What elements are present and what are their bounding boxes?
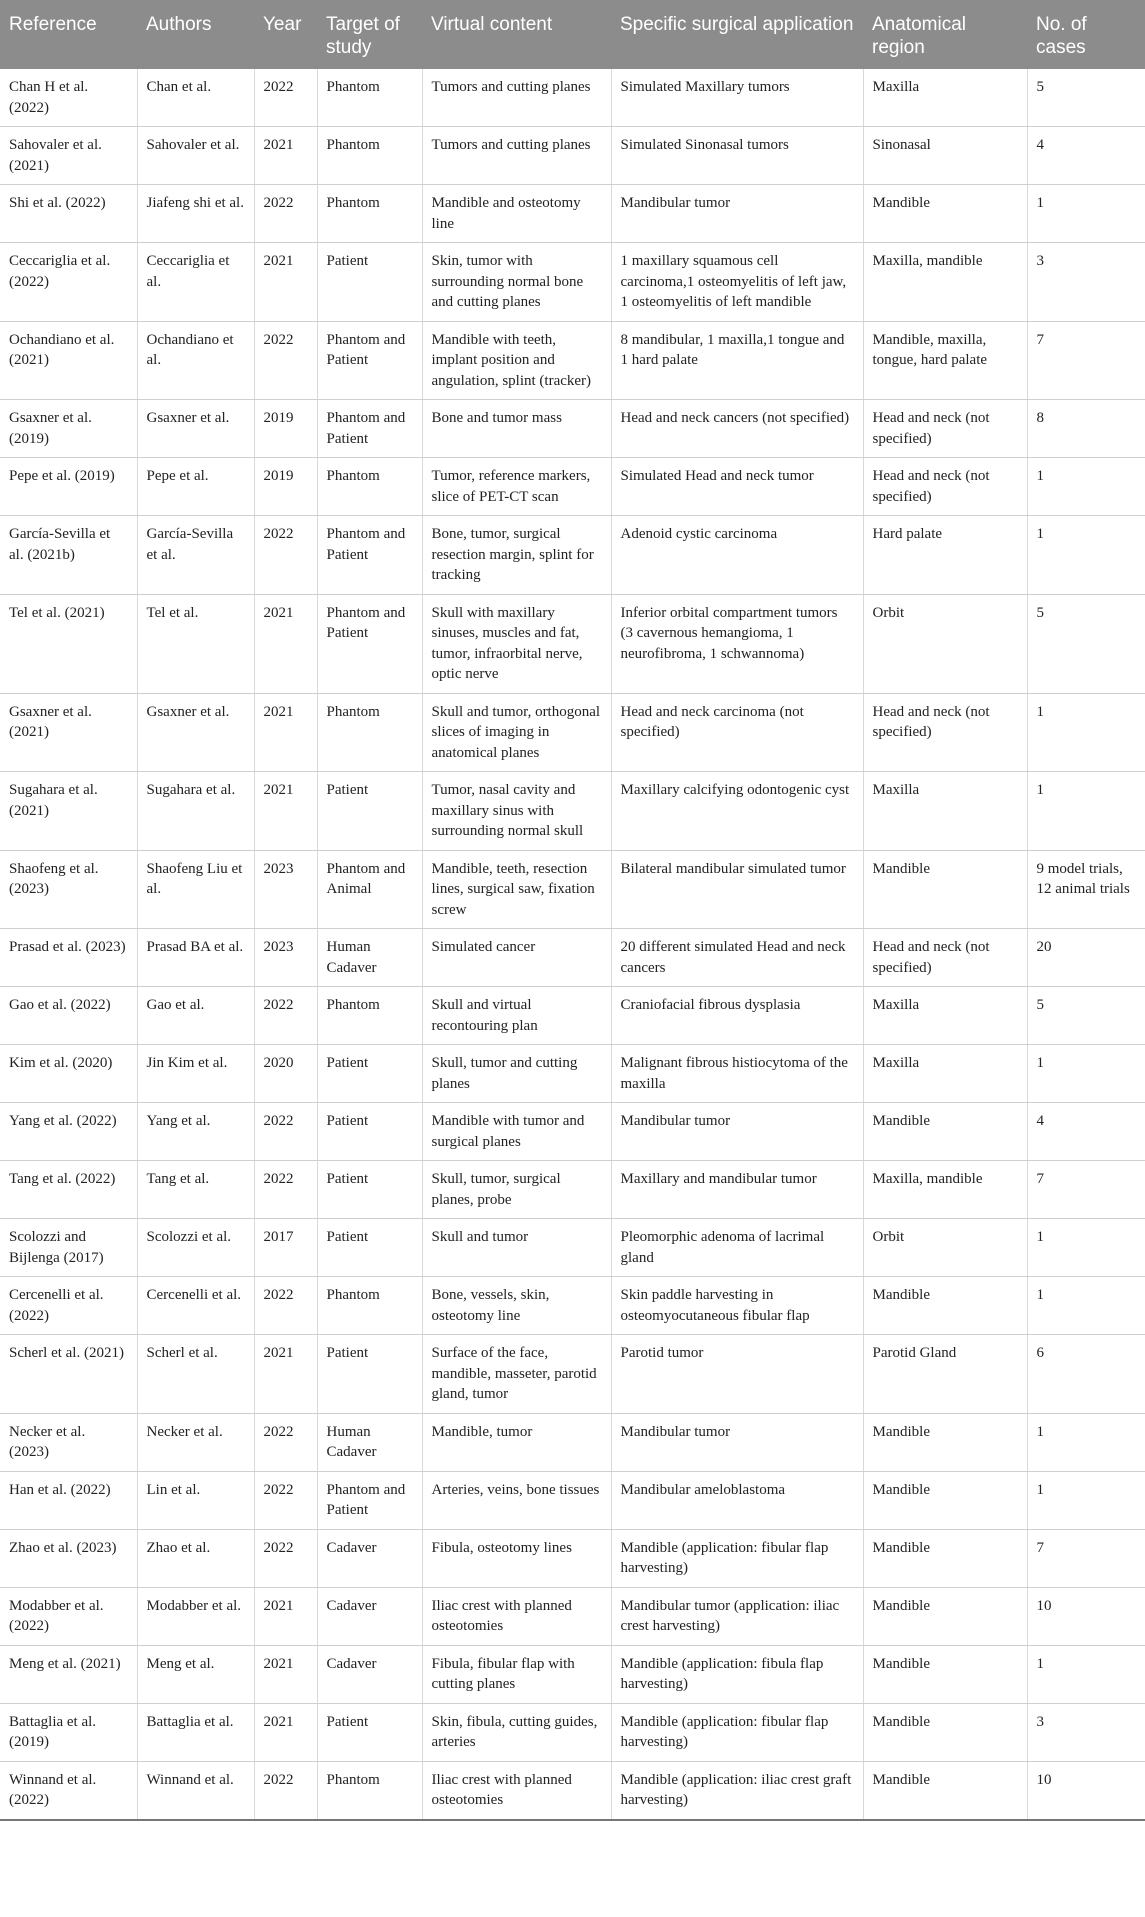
cell-reference: Necker et al. (2023) xyxy=(0,1413,137,1471)
cell-virtual-content: Iliac crest with planned osteotomies xyxy=(422,1587,611,1645)
cell-surgical-application: Simulated Sinonasal tumors xyxy=(611,127,863,185)
cell-virtual-content: Mandible with teeth, implant position and angulation, splint (tracker) xyxy=(422,321,611,400)
cell-target-of-study: Patient xyxy=(317,1219,422,1277)
cell-virtual-content: Skull and tumor xyxy=(422,1219,611,1277)
cell-authors: Sahovaler et al. xyxy=(137,127,254,185)
cell-target-of-study: Patient xyxy=(317,1703,422,1761)
cell-target-of-study: Phantom and Patient xyxy=(317,321,422,400)
cell-no-of-cases: 6 xyxy=(1027,1335,1145,1414)
cell-anatomical-region: Maxilla xyxy=(863,1045,1027,1103)
cell-surgical-application: Mandible (application: fibular flap harvesting) xyxy=(611,1703,863,1761)
cell-no-of-cases: 3 xyxy=(1027,243,1145,322)
table-row xyxy=(0,1413,1145,1471)
cell-reference: Sahovaler et al. (2021) xyxy=(0,127,137,185)
cell-no-of-cases: 1 xyxy=(1027,1413,1145,1471)
cell-no-of-cases: 5 xyxy=(1027,987,1145,1045)
cell-authors: Lin et al. xyxy=(137,1471,254,1529)
cell-anatomical-region: Mandible xyxy=(863,1529,1027,1587)
cell-year: 2022 xyxy=(254,1761,317,1820)
cell-authors: Meng et al. xyxy=(137,1645,254,1703)
cell-surgical-application: Pleomorphic adenoma of lacrimal gland xyxy=(611,1219,863,1277)
cell-surgical-application: Skin paddle harvesting in osteomyocutaneous fibular flap xyxy=(611,1277,863,1335)
cell-anatomical-region: Mandible xyxy=(863,1703,1027,1761)
table-row xyxy=(0,243,1145,322)
cell-anatomical-region: Maxilla xyxy=(863,772,1027,851)
cell-reference: Han et al. (2022) xyxy=(0,1471,137,1529)
cell-surgical-application: Mandible (application: fibula flap harvesting) xyxy=(611,1645,863,1703)
cell-virtual-content: Skin, tumor with surrounding normal bone and cutting planes xyxy=(422,243,611,322)
table-row xyxy=(0,69,1145,127)
cell-no-of-cases: 1 xyxy=(1027,185,1145,243)
cell-reference: Chan H et al. (2022) xyxy=(0,69,137,127)
cell-anatomical-region: Mandible, maxilla, tongue, hard palate xyxy=(863,321,1027,400)
cell-target-of-study: Phantom xyxy=(317,693,422,772)
cell-target-of-study: Phantom xyxy=(317,458,422,516)
cell-year: 2022 xyxy=(254,1529,317,1587)
cell-year: 2023 xyxy=(254,850,317,929)
cell-authors: Zhao et al. xyxy=(137,1529,254,1587)
cell-surgical-application: Simulated Head and neck tumor xyxy=(611,458,863,516)
cell-target-of-study: Phantom and Patient xyxy=(317,1471,422,1529)
cell-authors: Ochandiano et al. xyxy=(137,321,254,400)
table-row xyxy=(0,1761,1145,1820)
cell-year: 2022 xyxy=(254,69,317,127)
cell-virtual-content: Surface of the face, mandible, masseter, parotid gland, tumor xyxy=(422,1335,611,1414)
cell-reference: Battaglia et al. (2019) xyxy=(0,1703,137,1761)
table-row xyxy=(0,1587,1145,1645)
cell-target-of-study: Patient xyxy=(317,243,422,322)
cell-reference: Winnand et al. (2022) xyxy=(0,1761,137,1820)
cell-reference: Cercenelli et al. (2022) xyxy=(0,1277,137,1335)
cell-year: 2022 xyxy=(254,1161,317,1219)
cell-virtual-content: Mandible, tumor xyxy=(422,1413,611,1471)
cell-virtual-content: Tumor, nasal cavity and maxillary sinus with surrounding normal skull xyxy=(422,772,611,851)
cell-no-of-cases: 1 xyxy=(1027,772,1145,851)
cell-anatomical-region: Mandible xyxy=(863,1277,1027,1335)
cell-no-of-cases: 7 xyxy=(1027,1161,1145,1219)
table-row xyxy=(0,987,1145,1045)
cell-anatomical-region: Head and neck (not specified) xyxy=(863,929,1027,987)
cell-virtual-content: Bone, vessels, skin, osteotomy line xyxy=(422,1277,611,1335)
cell-year: 2022 xyxy=(254,185,317,243)
cell-authors: Gsaxner et al. xyxy=(137,400,254,458)
cell-year: 2021 xyxy=(254,1587,317,1645)
cell-year: 2021 xyxy=(254,772,317,851)
cell-anatomical-region: Mandible xyxy=(863,1761,1027,1820)
column-header-no-of-cases: No. of cases xyxy=(1027,0,1145,69)
cell-no-of-cases: 1 xyxy=(1027,458,1145,516)
cell-reference: Gsaxner et al. (2021) xyxy=(0,693,137,772)
table-row xyxy=(0,458,1145,516)
cell-reference: Tang et al. (2022) xyxy=(0,1161,137,1219)
table-header xyxy=(0,0,1145,69)
cell-no-of-cases: 5 xyxy=(1027,594,1145,693)
cell-surgical-application: Parotid tumor xyxy=(611,1335,863,1414)
cell-surgical-application: Mandibular tumor xyxy=(611,1413,863,1471)
cell-year: 2021 xyxy=(254,243,317,322)
cell-surgical-application: Inferior orbital compartment tumors (3 cavernous hemangioma, 1 neurofibroma, 1 schwannoma) xyxy=(611,594,863,693)
cell-reference: Gao et al. (2022) xyxy=(0,987,137,1045)
cell-reference: Scolozzi and Bijlenga (2017) xyxy=(0,1219,137,1277)
cell-target-of-study: Cadaver xyxy=(317,1587,422,1645)
cell-virtual-content: Skull and virtual recontouring plan xyxy=(422,987,611,1045)
cell-no-of-cases: 4 xyxy=(1027,1103,1145,1161)
cell-reference: Ceccariglia et al. (2022) xyxy=(0,243,137,322)
cell-year: 2022 xyxy=(254,1413,317,1471)
cell-target-of-study: Phantom xyxy=(317,185,422,243)
cell-year: 2022 xyxy=(254,1471,317,1529)
cell-anatomical-region: Mandible xyxy=(863,1471,1027,1529)
cell-anatomical-region: Mandible xyxy=(863,1645,1027,1703)
cell-target-of-study: Phantom and Animal xyxy=(317,850,422,929)
cell-reference: Shi et al. (2022) xyxy=(0,185,137,243)
header-row xyxy=(0,0,1145,69)
cell-anatomical-region: Sinonasal xyxy=(863,127,1027,185)
cell-anatomical-region: Maxilla, mandible xyxy=(863,243,1027,322)
cell-no-of-cases: 1 xyxy=(1027,693,1145,772)
cell-year: 2021 xyxy=(254,1335,317,1414)
cell-target-of-study: Patient xyxy=(317,772,422,851)
cell-surgical-application: Malignant fibrous histiocytoma of the maxilla xyxy=(611,1045,863,1103)
cell-authors: Prasad BA et al. xyxy=(137,929,254,987)
cell-no-of-cases: 1 xyxy=(1027,1471,1145,1529)
cell-authors: Shaofeng Liu et al. xyxy=(137,850,254,929)
cell-virtual-content: Iliac crest with planned osteotomies xyxy=(422,1761,611,1820)
table-body xyxy=(0,69,1145,1820)
cell-year: 2019 xyxy=(254,400,317,458)
cell-year: 2021 xyxy=(254,127,317,185)
table-row xyxy=(0,1103,1145,1161)
cell-surgical-application: Simulated Maxillary tumors xyxy=(611,69,863,127)
cell-year: 2020 xyxy=(254,1045,317,1103)
cell-virtual-content: Fibula, fibular flap with cutting planes xyxy=(422,1645,611,1703)
cell-no-of-cases: 3 xyxy=(1027,1703,1145,1761)
column-header-surgical-application: Specific surgical application xyxy=(611,0,863,69)
cell-surgical-application: Mandible (application: fibular flap harvesting) xyxy=(611,1529,863,1587)
cell-virtual-content: Tumors and cutting planes xyxy=(422,127,611,185)
cell-target-of-study: Cadaver xyxy=(317,1645,422,1703)
cell-surgical-application: Bilateral mandibular simulated tumor xyxy=(611,850,863,929)
table-row xyxy=(0,1529,1145,1587)
table-row xyxy=(0,127,1145,185)
table-row xyxy=(0,929,1145,987)
table-row xyxy=(0,1219,1145,1277)
table-row xyxy=(0,400,1145,458)
cell-virtual-content: Skull, tumor, surgical planes, probe xyxy=(422,1161,611,1219)
cell-virtual-content: Simulated cancer xyxy=(422,929,611,987)
table-row xyxy=(0,594,1145,693)
cell-authors: Sugahara et al. xyxy=(137,772,254,851)
cell-authors: Tang et al. xyxy=(137,1161,254,1219)
cell-year: 2021 xyxy=(254,594,317,693)
cell-target-of-study: Phantom and Patient xyxy=(317,400,422,458)
cell-surgical-application: 1 maxillary squamous cell carcinoma,1 osteomyelitis of left jaw, 1 osteomyelitis of left mandible xyxy=(611,243,863,322)
cell-virtual-content: Mandible with tumor and surgical planes xyxy=(422,1103,611,1161)
cell-reference: Meng et al. (2021) xyxy=(0,1645,137,1703)
cell-target-of-study: Patient xyxy=(317,1335,422,1414)
cell-anatomical-region: Mandible xyxy=(863,850,1027,929)
cell-target-of-study: Patient xyxy=(317,1045,422,1103)
cell-authors: Scolozzi et al. xyxy=(137,1219,254,1277)
cell-reference: Zhao et al. (2023) xyxy=(0,1529,137,1587)
cell-year: 2022 xyxy=(254,987,317,1045)
cell-no-of-cases: 9 model trials, 12 animal trials xyxy=(1027,850,1145,929)
table-row xyxy=(0,693,1145,772)
cell-anatomical-region: Hard palate xyxy=(863,516,1027,595)
cell-surgical-application: Mandibular ameloblastoma xyxy=(611,1471,863,1529)
cell-surgical-application: Mandibular tumor (application: iliac crest harvesting) xyxy=(611,1587,863,1645)
cell-year: 2022 xyxy=(254,516,317,595)
cell-no-of-cases: 8 xyxy=(1027,400,1145,458)
column-header-anatomical-region: Anatomical region xyxy=(863,0,1027,69)
cell-authors: Modabber et al. xyxy=(137,1587,254,1645)
cell-virtual-content: Bone, tumor, surgical resection margin, splint for tracking xyxy=(422,516,611,595)
cell-authors: Scherl et al. xyxy=(137,1335,254,1414)
cell-no-of-cases: 7 xyxy=(1027,321,1145,400)
column-header-authors: Authors xyxy=(137,0,254,69)
column-header-year: Year xyxy=(254,0,317,69)
cell-virtual-content: Skull with maxillary sinuses, muscles and fat, tumor, infraorbital nerve, optic nerve xyxy=(422,594,611,693)
cell-surgical-application: 20 different simulated Head and neck cancers xyxy=(611,929,863,987)
cell-surgical-application: Adenoid cystic carcinoma xyxy=(611,516,863,595)
cell-virtual-content: Bone and tumor mass xyxy=(422,400,611,458)
cell-surgical-application: Head and neck carcinoma (not specified) xyxy=(611,693,863,772)
cell-reference: Scherl et al. (2021) xyxy=(0,1335,137,1414)
cell-reference: Ochandiano et al. (2021) xyxy=(0,321,137,400)
cell-anatomical-region: Head and neck (not specified) xyxy=(863,400,1027,458)
cell-anatomical-region: Mandible xyxy=(863,185,1027,243)
column-header-virtual-content: Virtual content xyxy=(422,0,611,69)
cell-reference: García-Sevilla et al. (2021b) xyxy=(0,516,137,595)
cell-virtual-content: Skull and tumor, orthogonal slices of imaging in anatomical planes xyxy=(422,693,611,772)
cell-target-of-study: Cadaver xyxy=(317,1529,422,1587)
cell-virtual-content: Skull, tumor and cutting planes xyxy=(422,1045,611,1103)
cell-anatomical-region: Head and neck (not specified) xyxy=(863,458,1027,516)
cell-no-of-cases: 4 xyxy=(1027,127,1145,185)
cell-surgical-application: Maxillary calcifying odontogenic cyst xyxy=(611,772,863,851)
cell-target-of-study: Patient xyxy=(317,1103,422,1161)
cell-year: 2021 xyxy=(254,1703,317,1761)
cell-year: 2022 xyxy=(254,1103,317,1161)
cell-no-of-cases: 1 xyxy=(1027,1219,1145,1277)
cell-authors: Ceccariglia et al. xyxy=(137,243,254,322)
table-row xyxy=(0,850,1145,929)
table-row xyxy=(0,1045,1145,1103)
cell-anatomical-region: Maxilla, mandible xyxy=(863,1161,1027,1219)
table-row xyxy=(0,1471,1145,1529)
cell-authors: Gao et al. xyxy=(137,987,254,1045)
table-row xyxy=(0,1161,1145,1219)
cell-authors: Yang et al. xyxy=(137,1103,254,1161)
cell-reference: Prasad et al. (2023) xyxy=(0,929,137,987)
column-header-reference: Reference xyxy=(0,0,137,69)
cell-virtual-content: Fibula, osteotomy lines xyxy=(422,1529,611,1587)
cell-virtual-content: Mandible, teeth, resection lines, surgical saw, fixation screw xyxy=(422,850,611,929)
cell-year: 2022 xyxy=(254,321,317,400)
cell-authors: Jiafeng shi et al. xyxy=(137,185,254,243)
cell-authors: Necker et al. xyxy=(137,1413,254,1471)
cell-anatomical-region: Maxilla xyxy=(863,987,1027,1045)
cell-anatomical-region: Mandible xyxy=(863,1413,1027,1471)
cell-authors: Pepe et al. xyxy=(137,458,254,516)
cell-authors: Battaglia et al. xyxy=(137,1703,254,1761)
cell-year: 2021 xyxy=(254,693,317,772)
cell-reference: Kim et al. (2020) xyxy=(0,1045,137,1103)
table-row xyxy=(0,1335,1145,1414)
cell-reference: Shaofeng et al. (2023) xyxy=(0,850,137,929)
cell-target-of-study: Phantom xyxy=(317,1277,422,1335)
column-header-target-of-study: Target of study xyxy=(317,0,422,69)
cell-reference: Gsaxner et al. (2019) xyxy=(0,400,137,458)
cell-target-of-study: Phantom xyxy=(317,69,422,127)
table-row xyxy=(0,516,1145,595)
cell-virtual-content: Tumor, reference markers, slice of PET-CT scan xyxy=(422,458,611,516)
cell-surgical-application: Craniofacial fibrous dysplasia xyxy=(611,987,863,1045)
table-row xyxy=(0,1703,1145,1761)
cell-no-of-cases: 20 xyxy=(1027,929,1145,987)
cell-anatomical-region: Mandible xyxy=(863,1587,1027,1645)
cell-target-of-study: Human Cadaver xyxy=(317,929,422,987)
cell-authors: Cercenelli et al. xyxy=(137,1277,254,1335)
cell-year: 2019 xyxy=(254,458,317,516)
cell-reference: Sugahara et al. (2021) xyxy=(0,772,137,851)
cell-year: 2021 xyxy=(254,1645,317,1703)
cell-surgical-application: Mandibular tumor xyxy=(611,1103,863,1161)
cell-no-of-cases: 7 xyxy=(1027,1529,1145,1587)
cell-anatomical-region: Head and neck (not specified) xyxy=(863,693,1027,772)
cell-no-of-cases: 1 xyxy=(1027,1045,1145,1103)
cell-no-of-cases: 10 xyxy=(1027,1587,1145,1645)
cell-surgical-application: Mandible (application: iliac crest graft harvesting) xyxy=(611,1761,863,1820)
cell-target-of-study: Phantom xyxy=(317,987,422,1045)
cell-reference: Modabber et al. (2022) xyxy=(0,1587,137,1645)
cell-surgical-application: 8 mandibular, 1 maxilla,1 tongue and 1 hard palate xyxy=(611,321,863,400)
cell-no-of-cases: 1 xyxy=(1027,516,1145,595)
cell-virtual-content: Arteries, veins, bone tissues xyxy=(422,1471,611,1529)
cell-target-of-study: Phantom and Patient xyxy=(317,594,422,693)
cell-year: 2023 xyxy=(254,929,317,987)
cell-virtual-content: Tumors and cutting planes xyxy=(422,69,611,127)
table-row xyxy=(0,1645,1145,1703)
table-row xyxy=(0,1277,1145,1335)
cell-reference: Tel et al. (2021) xyxy=(0,594,137,693)
cell-no-of-cases: 1 xyxy=(1027,1645,1145,1703)
cell-authors: Winnand et al. xyxy=(137,1761,254,1820)
cell-virtual-content: Mandible and osteotomy line xyxy=(422,185,611,243)
cell-anatomical-region: Parotid Gland xyxy=(863,1335,1027,1414)
cell-surgical-application: Maxillary and mandibular tumor xyxy=(611,1161,863,1219)
cell-anatomical-region: Maxilla xyxy=(863,69,1027,127)
table-row xyxy=(0,321,1145,400)
cell-anatomical-region: Orbit xyxy=(863,1219,1027,1277)
cell-year: 2022 xyxy=(254,1277,317,1335)
cell-anatomical-region: Mandible xyxy=(863,1103,1027,1161)
cell-authors: Jin Kim et al. xyxy=(137,1045,254,1103)
cell-no-of-cases: 1 xyxy=(1027,1277,1145,1335)
cell-target-of-study: Patient xyxy=(317,1161,422,1219)
cell-no-of-cases: 10 xyxy=(1027,1761,1145,1820)
cell-target-of-study: Phantom xyxy=(317,127,422,185)
cell-target-of-study: Phantom xyxy=(317,1761,422,1820)
cell-surgical-application: Head and neck cancers (not specified) xyxy=(611,400,863,458)
cell-virtual-content: Skin, fibula, cutting guides, arteries xyxy=(422,1703,611,1761)
cell-no-of-cases: 5 xyxy=(1027,69,1145,127)
cell-surgical-application: Mandibular tumor xyxy=(611,185,863,243)
table-row xyxy=(0,185,1145,243)
cell-reference: Yang et al. (2022) xyxy=(0,1103,137,1161)
table-row xyxy=(0,772,1145,851)
cell-authors: García-Sevilla et al. xyxy=(137,516,254,595)
cell-authors: Tel et al. xyxy=(137,594,254,693)
cell-anatomical-region: Orbit xyxy=(863,594,1027,693)
cell-target-of-study: Phantom and Patient xyxy=(317,516,422,595)
cell-target-of-study: Human Cadaver xyxy=(317,1413,422,1471)
cell-authors: Chan et al. xyxy=(137,69,254,127)
cell-reference: Pepe et al. (2019) xyxy=(0,458,137,516)
cell-year: 2017 xyxy=(254,1219,317,1277)
cell-authors: Gsaxner et al. xyxy=(137,693,254,772)
